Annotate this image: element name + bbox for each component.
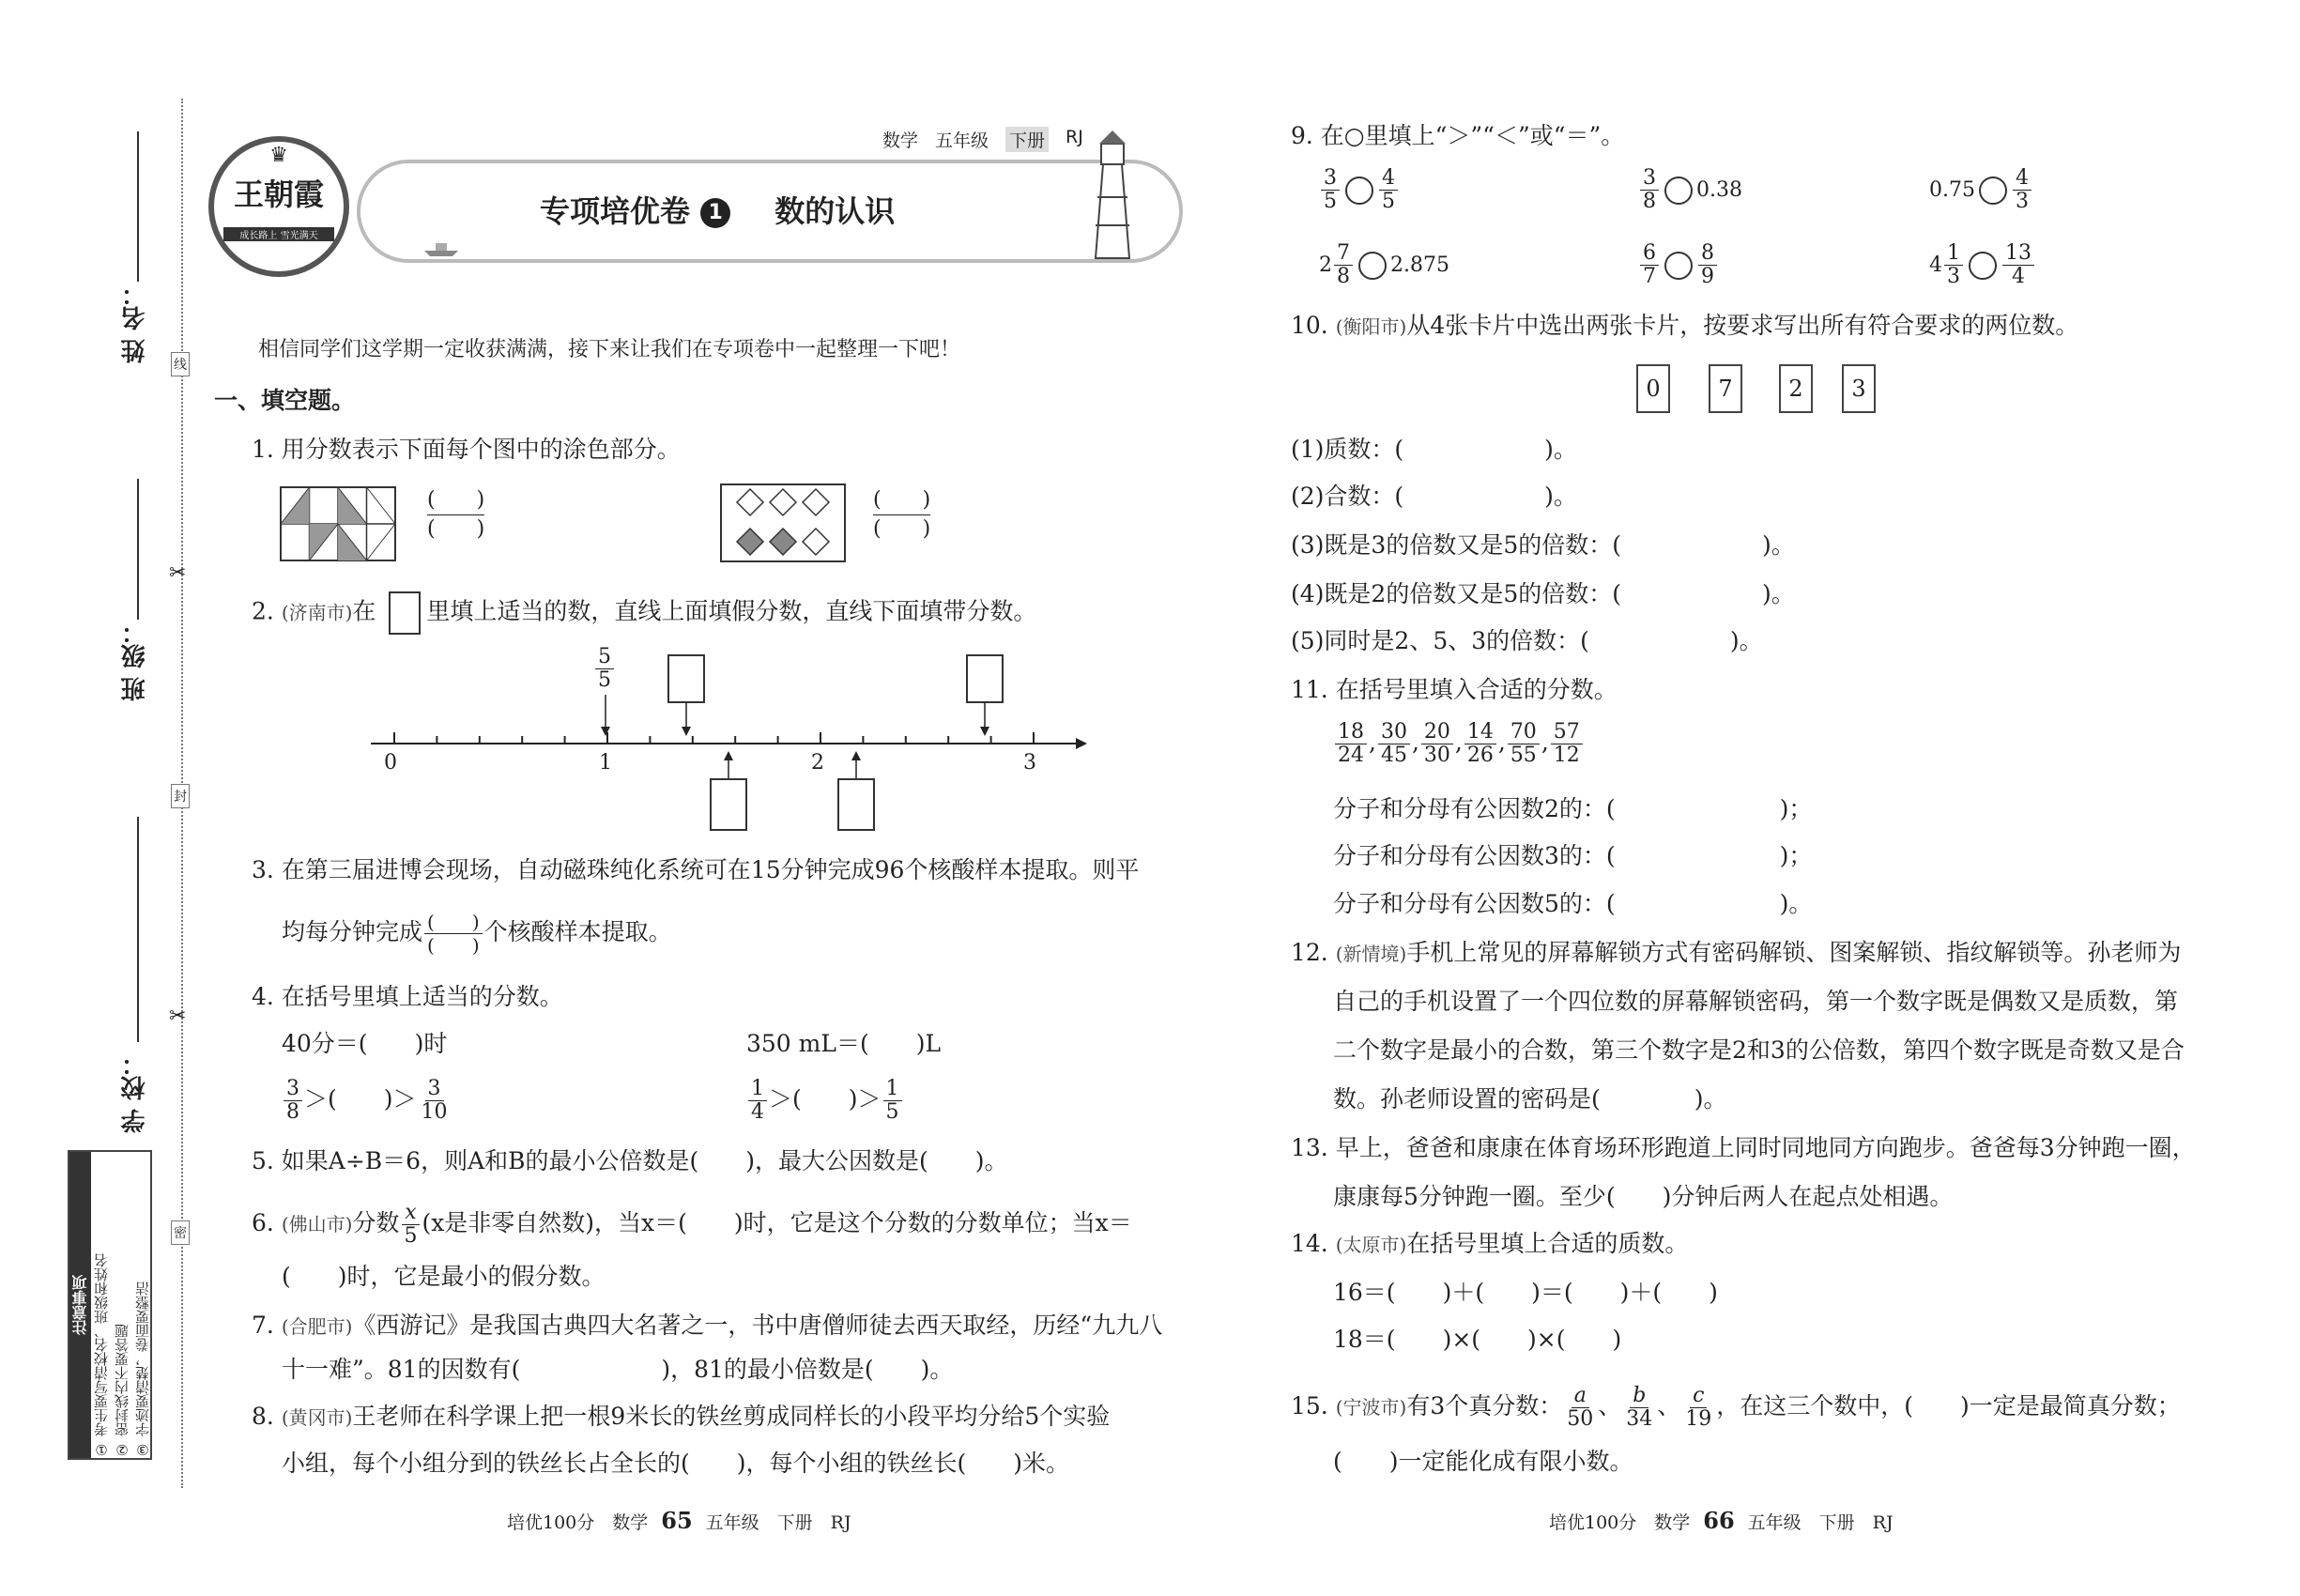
title-number-badge: 1 bbox=[700, 198, 730, 228]
q9-item-1[interactable]: $\frac{3}{5}$ $\frac{4}{5}$ bbox=[1319, 167, 1400, 213]
logo-text: 王朝霞 bbox=[233, 176, 324, 212]
question-11: 11. 在括号里填入合适的分数。 bbox=[1291, 676, 1618, 703]
compare-circle bbox=[1664, 176, 1693, 205]
school-label: 学 校： bbox=[121, 1051, 149, 1134]
q1-answer-1[interactable]: ( ) ( ) bbox=[427, 488, 485, 541]
q11-part-2[interactable]: 分子和分母有公因数3的：( )； bbox=[1333, 842, 1813, 869]
q1-figure-diamonds bbox=[720, 483, 846, 562]
meta-edition: RJ bbox=[1066, 127, 1083, 147]
tick-label-0: 0 bbox=[384, 751, 397, 775]
cut-mark-2: 封 bbox=[171, 784, 190, 808]
q9-item-2[interactable]: $\frac{3}{8}$ 0.38 bbox=[1638, 167, 1742, 213]
cut-mark-1: 线 bbox=[171, 352, 190, 376]
scissors-icon: ✂ bbox=[169, 1005, 187, 1028]
q4-part-a[interactable]: 40分＝( )时 bbox=[282, 1030, 448, 1057]
question-9: 9. 在○里填上“＞”“＜”或“＝”。 bbox=[1291, 122, 1625, 149]
title-prefix: 专项培优卷 bbox=[540, 193, 691, 229]
question-7: 7. (合肥市)《西游记》是我国古典四大名著之一，书中唐僧师徒去西天取经，历经“九九八 bbox=[252, 1312, 1163, 1339]
note-item: ② 密封线内不要答题 bbox=[114, 1324, 130, 1458]
question-3-line2: 均每分钟完成 $\frac{( )}{( )}$ 个核酸样本提取。 bbox=[282, 911, 672, 957]
question-8-line2[interactable]: 小组，每个小组分到的铁丝长占全长的( )，每个小组的铁丝长( )米。 bbox=[282, 1450, 1070, 1477]
ship-icon bbox=[422, 239, 460, 258]
name-label: 姓 名： bbox=[121, 282, 149, 364]
footer-right: 培优100分 数学 66 五年级 下册 RJ bbox=[1549, 1507, 1894, 1534]
q9-item-5[interactable]: $\frac{6}{7}$ $\frac{8}{9}$ bbox=[1638, 242, 1719, 288]
logo-badge bbox=[208, 136, 349, 277]
page-number-66: 66 bbox=[1703, 1507, 1735, 1534]
meta-grade: 五年级 bbox=[935, 130, 989, 151]
compare-circle bbox=[1979, 176, 2007, 205]
q9-item-4[interactable]: 2 $\frac{7}{8}$ 2.875 bbox=[1319, 241, 1449, 288]
number-line bbox=[366, 638, 1098, 845]
q10-part-2[interactable]: (2)合数：( )。 bbox=[1291, 483, 1577, 510]
q4-part-d[interactable]: $\frac{1}{4}$ ＞( )＞ $\frac{1}{5}$ bbox=[746, 1078, 904, 1124]
q10-part-1[interactable]: (1)质数：( )。 bbox=[1291, 436, 1577, 463]
crown-icon: ♛ bbox=[269, 144, 288, 167]
q14-part-b[interactable]: 18＝( )×( )×( ) bbox=[1333, 1326, 1622, 1353]
page-number-65: 65 bbox=[661, 1507, 693, 1534]
footer-left: 培优100分 数学 65 五年级 下册 RJ bbox=[507, 1507, 851, 1534]
question-14: 14. (太原市)在括号里填上合适的质数。 bbox=[1291, 1230, 1689, 1257]
question-8: 8. (黄冈市)王老师在科学课上把一根9米长的铁丝剪成同样长的小段平均分给5个实验 bbox=[252, 1403, 1111, 1430]
school-field[interactable] bbox=[137, 817, 139, 1042]
compare-circle bbox=[1969, 252, 1997, 280]
name-field[interactable] bbox=[137, 131, 139, 282]
tick-label-2: 2 bbox=[811, 751, 824, 775]
lighthouse-icon bbox=[1084, 127, 1141, 263]
question-15-line2[interactable]: ( )一定能化成有限小数。 bbox=[1333, 1448, 1633, 1475]
question-5[interactable]: 5. 如果A÷B＝6，则A和B的最小公倍数是( )，最大公因数是( )。 bbox=[252, 1147, 1008, 1174]
q11-fraction-list: $\frac{18}{24}$ , $\frac{30}{45}$ , $\frac{20}{30}$ , $\frac{14}{26}$ , $\frac{70}{55}$ , $\frac{57}{12}$ bbox=[1333, 721, 1585, 767]
question-12: 12. (新情境)手机上常见的屏幕解锁方式有密码解锁、图案解锁、指纹解锁等。孙老师为 bbox=[1291, 939, 2182, 966]
q11-part-1[interactable]: 分子和分母有公因数2的：( )； bbox=[1333, 795, 1813, 822]
tick-label-1: 1 bbox=[599, 751, 612, 775]
notes-title: 注意事项 bbox=[69, 1152, 91, 1458]
notes-box bbox=[68, 1150, 152, 1460]
title-main: 数的认识 bbox=[774, 193, 896, 229]
question-6[interactable]: 6. (佛山市)分数 $\frac{x}{5}$ (x是非零自然数)，当x＝( )时，它是这个分数的分数单位；当x＝ bbox=[252, 1201, 1132, 1248]
q10-part-5[interactable]: (5)同时是2、5、3的倍数：( )。 bbox=[1291, 627, 1763, 654]
number-card-3: 3 bbox=[1842, 364, 1876, 413]
meta-term: 下册 bbox=[1005, 127, 1049, 152]
note-item: ③ 字迹要清楚，卷面要整洁 bbox=[134, 1281, 151, 1458]
question-13-line2[interactable]: 康康每5分钟跑一圈。至少( )分钟后两人在起点处相遇。 bbox=[1333, 1183, 1954, 1210]
q2-label-five-fifths: $\frac{5}{5}$ bbox=[593, 646, 616, 692]
q14-part-a[interactable]: 16＝( )＋( )＝( )＋( ) bbox=[1333, 1279, 1718, 1306]
grade-meta bbox=[882, 127, 1083, 152]
q10-part-3[interactable]: (3)既是3的倍数又是5的倍数：( )。 bbox=[1291, 531, 1795, 559]
page-title bbox=[540, 188, 895, 231]
intro-text: 相信同学们这学期一定收获满满，接下来让我们在专项卷中一起整理一下吧！ bbox=[258, 338, 961, 361]
question-3-line1: 3. 在第三届进博会现场，自动磁珠纯化系统可在15分钟完成96个核酸样本提取。则平 bbox=[252, 856, 1140, 883]
q9-item-3[interactable]: 0.75 $\frac{4}{3}$ bbox=[1929, 167, 2033, 213]
q4-part-c[interactable]: $\frac{3}{8}$ ＞( )＞ $\frac{3}{10}$ bbox=[282, 1078, 452, 1124]
cut-mark-3: 密 bbox=[171, 1220, 190, 1245]
note-item: ① 考生要写清校名、班级和姓名 bbox=[93, 1253, 110, 1458]
number-card-2: 2 bbox=[1779, 364, 1813, 413]
tick-label-3: 3 bbox=[1023, 751, 1036, 775]
q4-part-b[interactable]: 350 mL＝( )L bbox=[746, 1030, 942, 1057]
q1-figure-triangles bbox=[280, 486, 396, 561]
question-1: 1. 用分数表示下面每个图中的涂色部分。 bbox=[252, 436, 681, 463]
answer-box-sample bbox=[389, 591, 421, 635]
question-2: 2. (济南市)在 里填上适当的数，直线上面填假分数，直线下面填带分数。 bbox=[252, 591, 1036, 635]
question-4: 4. 在括号里填上适当的分数。 bbox=[252, 983, 563, 1010]
q3-answer-fraction[interactable]: $\frac{( )}{( )}$ bbox=[424, 911, 483, 957]
number-card-0: 0 bbox=[1636, 364, 1670, 413]
compare-circle bbox=[1345, 176, 1373, 205]
q1-answer-2[interactable]: ( ) ( ) bbox=[873, 488, 931, 541]
compare-circle bbox=[1664, 252, 1693, 280]
section-heading: 一、填空题。 bbox=[214, 387, 356, 414]
question-10: 10. (衡阳市)从4张卡片中选出两张卡片，按要求写出所有符合要求的两位数。 bbox=[1291, 312, 2079, 339]
class-field[interactable] bbox=[137, 479, 139, 620]
meta-subject: 数学 bbox=[882, 130, 919, 151]
question-6-line2[interactable]: ( )时，它是最小的假分数。 bbox=[282, 1263, 606, 1290]
question-12-line4[interactable]: 数。孙老师设置的密码是( )。 bbox=[1333, 1085, 1727, 1113]
question-12-line3: 二个数字是最小的合数，第三个数字是2和3的公倍数，第四个数字既是奇数又是合 bbox=[1333, 1036, 2185, 1064]
question-12-line2: 自己的手机设置了一个四位数的屏幕解锁密码，第一个数字既是偶数又是质数，第 bbox=[1333, 988, 2179, 1015]
number-card-7: 7 bbox=[1709, 364, 1742, 413]
q9-item-6[interactable]: 4 $\frac{1}{3}$ $\frac{13}{4}$ bbox=[1929, 242, 2036, 288]
class-label: 班 级： bbox=[121, 620, 149, 702]
question-15[interactable]: 15. (宁波市)有3个真分数： $\frac{a}{50}$ 、 $\frac{b}{34}$ 、 $\frac{c}{19}$ ，在这三个数中，( )一定是最简真分数； bbox=[1291, 1384, 2181, 1431]
scissors-icon: ✂ bbox=[169, 561, 187, 585]
compare-circle bbox=[1358, 252, 1387, 280]
q11-part-3[interactable]: 分子和分母有公因数5的：( )。 bbox=[1333, 890, 1813, 917]
question-13: 13. 早上，爸爸和康康在体育场环形跑道上同时同地同方向跑步。爸爸每3分钟跑一圈， bbox=[1291, 1134, 2196, 1161]
logo-sub: 成长路上 雪光满天 bbox=[223, 227, 334, 241]
q10-part-4[interactable]: (4)既是2的倍数又是5的倍数：( )。 bbox=[1291, 580, 1795, 607]
question-7-line2[interactable]: 十一难”。81的因数有( )，81的最小倍数是( )。 bbox=[282, 1356, 954, 1383]
